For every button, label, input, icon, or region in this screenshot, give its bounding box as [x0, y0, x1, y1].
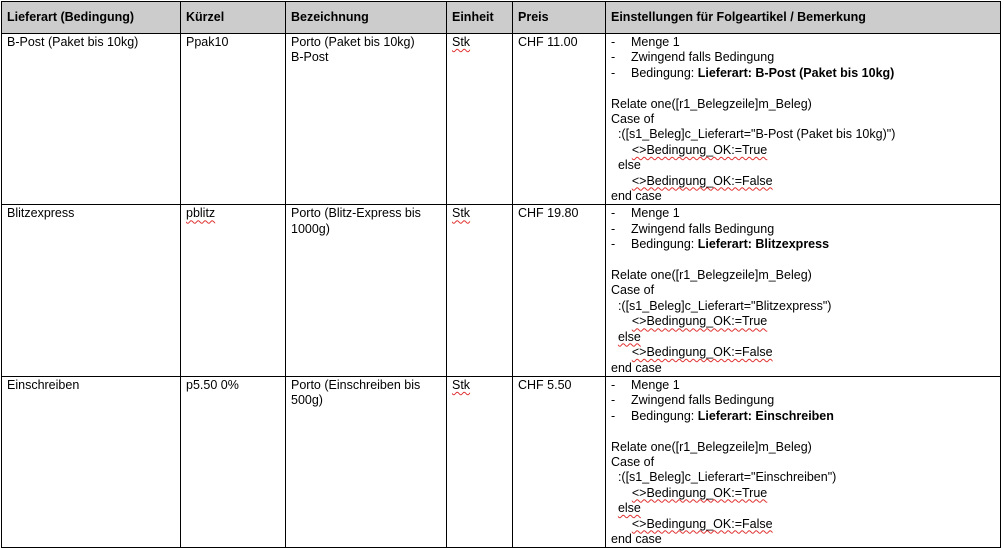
- code-line: <>Bedingung_OK:=True: [631, 314, 768, 329]
- cell-kuerzel: Ppak10: [181, 34, 286, 205]
- header-lieferart: Lieferart (Bedingung): [2, 2, 181, 34]
- condition-value: Lieferart: Blitzexpress: [697, 237, 830, 252]
- code-line: <>Bedingung_OK:=False: [631, 516, 773, 531]
- bullet-item: - Zwingend falls Bedingung: [611, 393, 775, 408]
- cell-einheit: [447, 376, 513, 547]
- bullet-item: - Zwingend falls Bedingung: [611, 221, 775, 236]
- bezeichnung-line: Porto (Einschreiben bis 500g): [291, 377, 421, 408]
- table-row: [2, 205, 1001, 376]
- bullet-item: - Menge 1: [611, 206, 680, 221]
- code-line: Case of: [611, 454, 655, 469]
- code-line: else: [617, 501, 641, 516]
- code-line: Relate one([r1_Belegzeile]m_Beleg): [611, 268, 812, 283]
- cell-einstellungen: [606, 34, 1001, 205]
- code-line: Relate one([r1_Belegzeile]m_Beleg): [611, 96, 812, 111]
- cell-einstellungen: [606, 205, 1001, 376]
- code-line: end case: [611, 531, 662, 546]
- code-line: else: [617, 158, 641, 173]
- code-line: end case: [611, 189, 662, 204]
- cell-preis: CHF 19.80: [513, 205, 606, 376]
- code-line: Relate one([r1_Belegzeile]m_Beleg): [611, 439, 812, 454]
- cell-einheit: [447, 205, 513, 376]
- shipping-conditions-table: [1, 1, 1001, 548]
- header-einstellungen: Einstellungen für Folgeartikel / Bemerkung: [606, 2, 1001, 34]
- einheit-value: Stk: [452, 206, 471, 221]
- bullet-item: - Menge 1: [611, 377, 680, 392]
- bullet-item: - Bedingung: Lieferart: B-Post (Paket bis 10kg): [611, 65, 895, 80]
- code-line: <>Bedingung_OK:=True: [631, 142, 768, 157]
- cell-bezeichnung: [286, 205, 447, 376]
- cell-preis: CHF 5.50: [513, 376, 606, 547]
- header-preis: Preis: [513, 2, 606, 34]
- cell-kuerzel: pblitz: [181, 205, 286, 376]
- code-line: Case of: [611, 283, 655, 298]
- table-row: [2, 34, 1001, 205]
- cell-lieferart: Einschreiben: [2, 376, 181, 547]
- header-einheit: Einheit: [447, 2, 513, 34]
- cell-bezeichnung: [286, 34, 447, 205]
- condition-value: Lieferart: B-Post (Paket bis 10kg): [697, 65, 895, 80]
- code-line: else: [617, 329, 641, 344]
- cell-lieferart: B-Post (Paket bis 10kg): [2, 34, 181, 205]
- einheit-value: Stk: [452, 35, 471, 49]
- cell-bezeichnung: [286, 376, 447, 547]
- cell-kuerzel: p5.50 0%: [181, 376, 286, 547]
- cell-preis: CHF 11.00: [513, 34, 606, 205]
- cell-einstellungen: [606, 376, 1001, 547]
- bezeichnung-line: Porto (Paket bis 10kg): [291, 35, 415, 49]
- bullet-item: - Menge 1: [611, 35, 680, 49]
- code-line: end case: [611, 360, 662, 375]
- code-line: :([s1_Beleg]c_Lieferart="Einschreiben"): [611, 470, 837, 485]
- cell-lieferart: Blitzexpress: [2, 205, 181, 376]
- code-line: <>Bedingung_OK:=True: [631, 485, 768, 500]
- code-line: <>Bedingung_OK:=False: [631, 345, 773, 360]
- bezeichnung-line: Porto (Blitz-Express bis 1000g): [291, 206, 421, 236]
- bullet-item: - Bedingung: Lieferart: Einschreiben: [611, 408, 834, 423]
- cell-einheit: [447, 34, 513, 205]
- bezeichnung-line: B-Post: [291, 50, 329, 65]
- code-line: <>Bedingung_OK:=False: [631, 173, 773, 188]
- header-row: [2, 2, 1001, 34]
- einheit-value: Stk: [452, 377, 471, 392]
- bullet-item: - Zwingend falls Bedingung: [611, 50, 775, 65]
- bullet-item: - Bedingung: Lieferart: Blitzexpress: [611, 237, 830, 252]
- header-bezeichnung: Bezeichnung: [286, 2, 447, 34]
- code-line: :([s1_Beleg]c_Lieferart="B-Post (Paket bis 10kg)"): [611, 127, 896, 142]
- header-kuerzel: Kürzel: [181, 2, 286, 34]
- code-line: Case of: [611, 112, 655, 127]
- code-line: :([s1_Beleg]c_Lieferart="Blitzexpress"): [611, 298, 832, 313]
- table-row: [2, 376, 1001, 547]
- condition-value: Lieferart: Einschreiben: [697, 408, 834, 423]
